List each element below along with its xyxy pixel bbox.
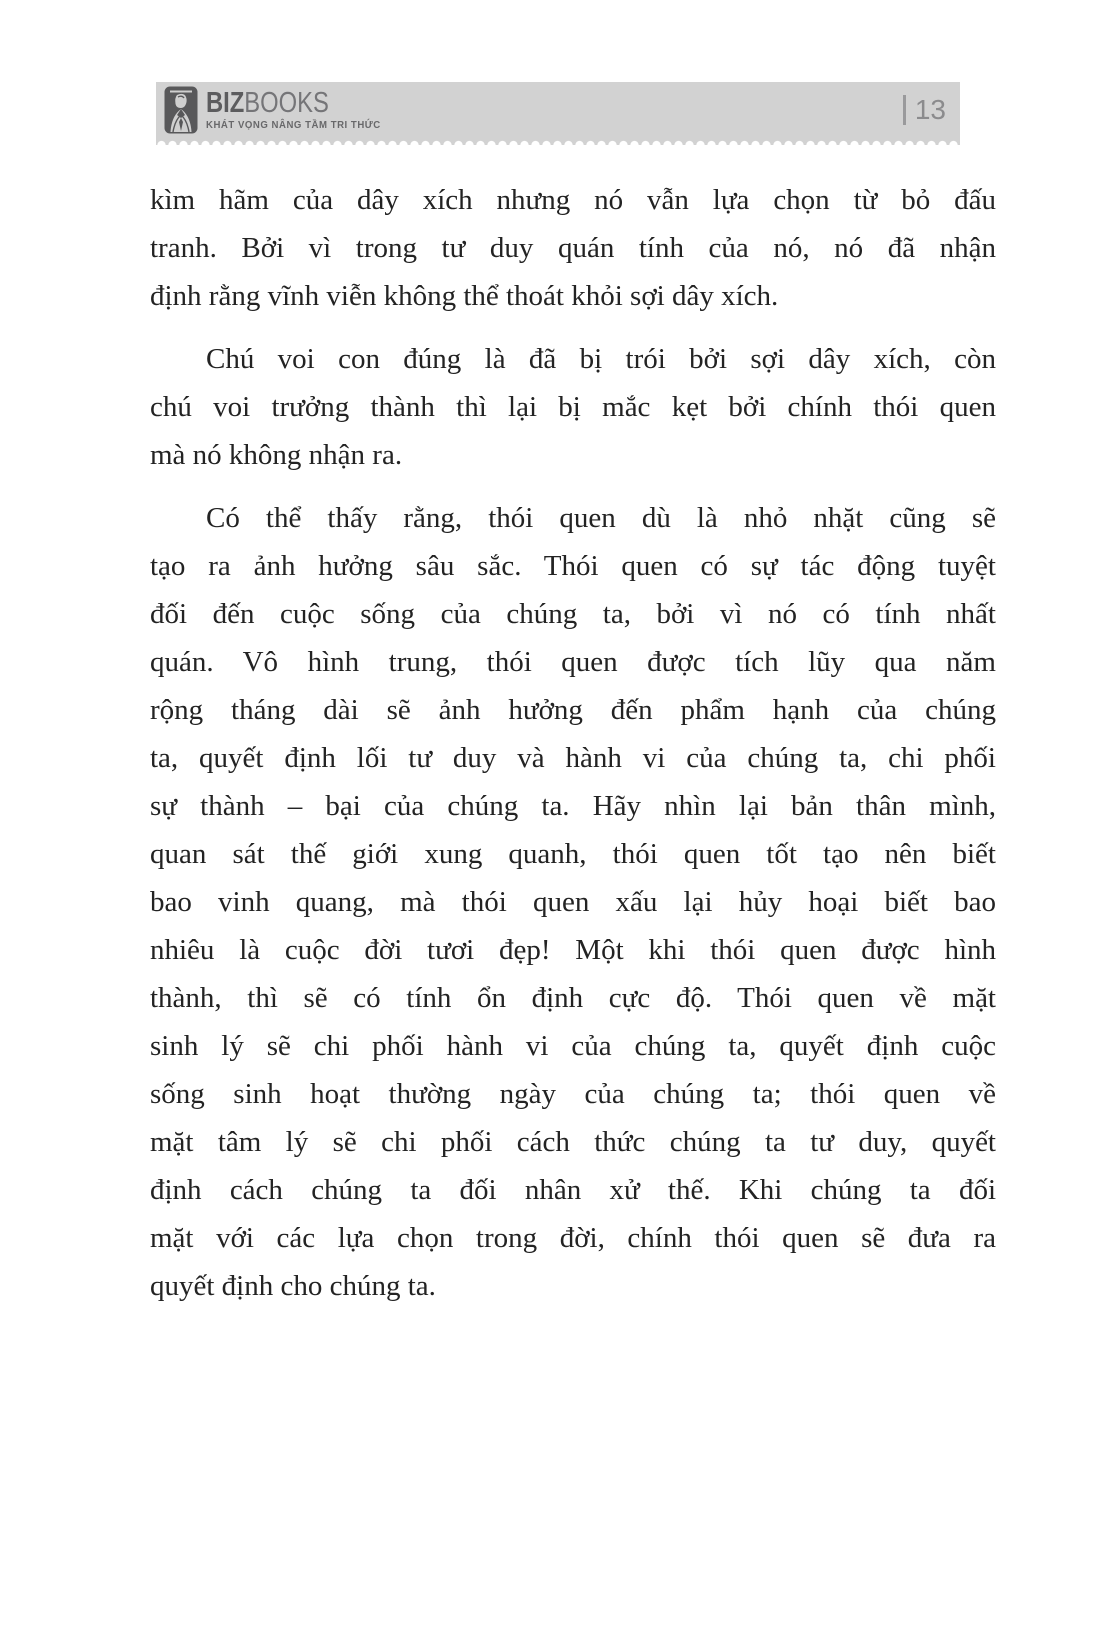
brand-books: BOOKS: [244, 86, 329, 119]
text-line: sống sinh hoạt thường ngày của chúng ta; thói quen về: [150, 1078, 996, 1110]
text-line: quyết định cho chúng ta.: [150, 1270, 436, 1302]
header-bar: [156, 82, 960, 137]
text-line: thành, thì sẽ có tính ổn định cực độ. Thói quen về mặt: [150, 982, 996, 1014]
paragraph: [150, 335, 996, 479]
paragraph: [150, 176, 996, 320]
text-line: sinh lý sẽ chi phối hành vi của chúng ta, quyết định cuộc: [150, 1030, 996, 1062]
brand-biz: BIZ: [206, 86, 245, 119]
text-line: quan sát thế giới xung quanh, thói quen tốt tạo nên biết: [150, 838, 996, 870]
brand-tagline: KHÁT VỌNG NÂNG TẦM TRI THỨC: [206, 119, 381, 131]
text-line: sự thành – bại của chúng ta. Hãy nhìn lại bản thân mình,: [150, 790, 996, 822]
text-line: chú voi trưởng thành thì lại bị mắc kẹt bởi chính thói quen: [150, 391, 996, 423]
text-line: nhiêu là cuộc đời tươi đẹp! Một khi thói quen được hình: [150, 934, 996, 966]
text-line: đối đến cuộc sống của chúng ta, bởi vì nó có tính nhất: [150, 598, 996, 630]
page-number-divider: [903, 95, 906, 125]
brand-name: [206, 86, 355, 119]
text-line: mặt tâm lý sẽ chi phối cách thức chúng ta tư duy, quyết: [150, 1126, 996, 1158]
text-line: Chú voi con đúng là đã bị trói bởi sợi dây xích, còn: [206, 343, 996, 375]
text-line: rộng tháng dài sẽ ảnh hưởng đến phẩm hạnh của chúng: [150, 694, 996, 726]
text-line: tranh. Bởi vì trong tư duy quán tính của nó, nó đã nhận: [150, 232, 996, 264]
text-line: bao vinh quang, mà thói quen xấu lại hủy hoại biết bao: [150, 886, 996, 918]
text-line: định rằng vĩnh viễn không thể thoát khỏi sợi dây xích.: [150, 280, 779, 312]
paragraph: [150, 494, 996, 1310]
logo-text: [206, 86, 388, 131]
text-line: Có thể thấy rằng, thói quen dù là nhỏ nhặt cũng sẽ: [206, 502, 996, 534]
text-line: mà nó không nhận ra.: [150, 439, 403, 471]
bizbooks-logo: [164, 86, 388, 134]
perforated-edge: [156, 137, 960, 145]
page-number-value: 13: [914, 93, 946, 125]
businessman-portrait-icon: [164, 86, 198, 134]
body-text: [150, 176, 996, 1310]
text-line: mặt với các lựa chọn trong đời, chính thói quen sẽ đưa ra: [150, 1222, 996, 1254]
text-line: định cách chúng ta đối nhân xử thế. Khi chúng ta đối: [150, 1174, 996, 1206]
text-line: kìm hãm của dây xích nhưng nó vẫn lựa chọn từ bỏ đấu: [150, 184, 996, 216]
page-number: [903, 94, 946, 126]
text-line: ta, quyết định lối tư duy và hành vi của chúng ta, chi phối: [150, 742, 996, 774]
text-line: quán. Vô hình trung, thói quen được tích lũy qua năm: [150, 646, 996, 678]
text-line: tạo ra ảnh hưởng sâu sắc. Thói quen có sự tác động tuyệt: [150, 550, 996, 582]
